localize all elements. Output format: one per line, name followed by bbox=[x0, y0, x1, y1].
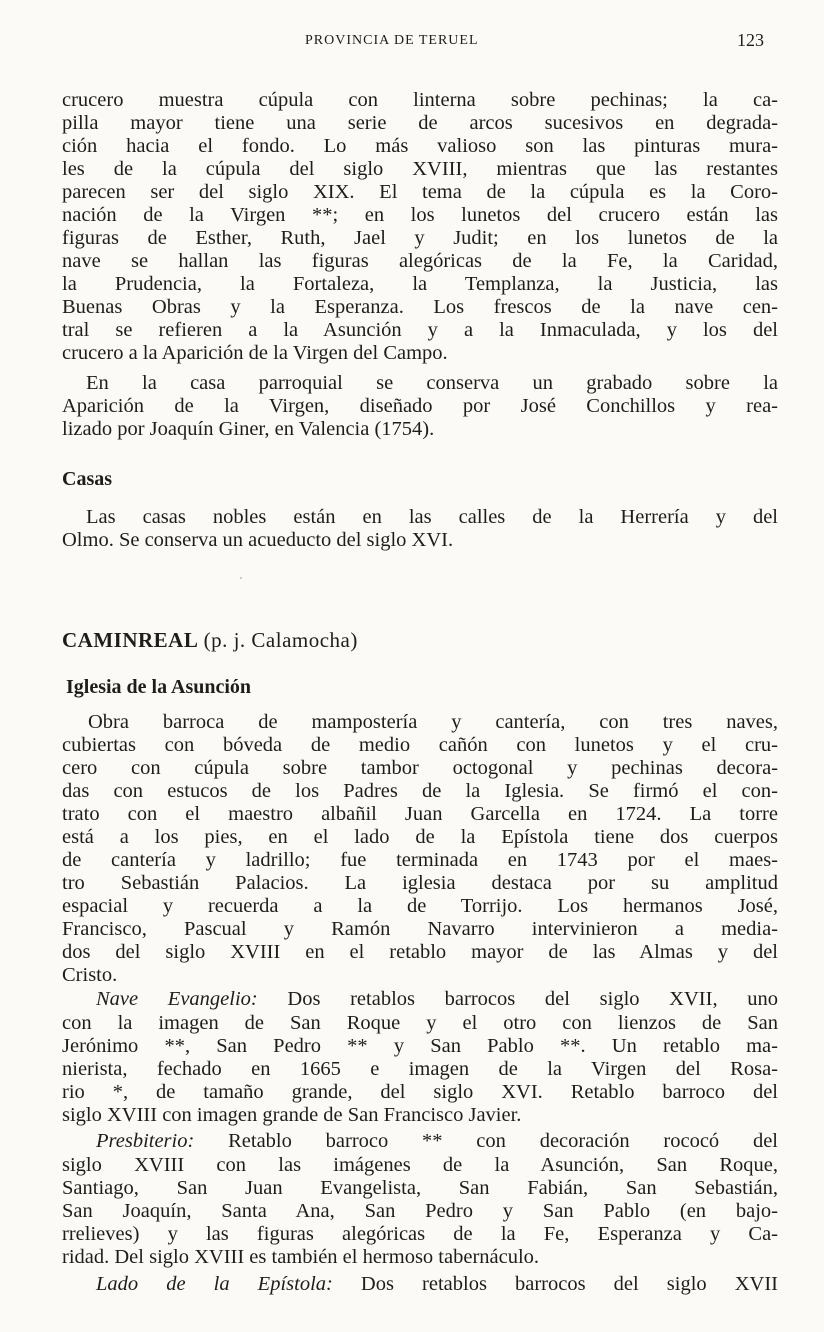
text-line: nierista, fechado en 1665 e imagen de la Virgen del Rosa- bbox=[62, 1058, 778, 1080]
text-line: nave se hallan las figuras alegóricas de la Fe, la Caridad, bbox=[62, 250, 778, 272]
text-line: Olmo. Se conserva un acueducto del siglo XVI. bbox=[62, 529, 454, 551]
text-line: Las casas nobles están en las calles de la Herrería y del bbox=[86, 506, 778, 528]
text-line: San Joaquín, Santa Ana, San Pedro y San Pablo (en bajo- bbox=[62, 1200, 778, 1222]
text-line: Francisco, Pascual y Ramón Navarro intervinieron a media- bbox=[62, 918, 778, 940]
paper-speck bbox=[240, 577, 242, 579]
text-line: Cristo. bbox=[62, 964, 118, 986]
text-line: figuras de Esther, Ruth, Jael y Judit; en los lunetos de la bbox=[62, 227, 778, 249]
page-number: 123 bbox=[737, 30, 764, 50]
entry-title bbox=[62, 628, 358, 653]
text-line bbox=[96, 987, 778, 1011]
text-fragment: Retablo barroco ** con decoración rococó del bbox=[194, 1130, 778, 1152]
text-line: tral se refieren a la Asunción y a la Inmaculada, y los del bbox=[62, 319, 778, 341]
text-line: Aparición de la Virgen, diseñado por José Conchillos y rea- bbox=[62, 395, 778, 417]
text-line: la Prudencia, la Fortaleza, la Templanza, la Justicia, las bbox=[62, 273, 778, 295]
text-line: das con estucos de los Padres de la Iglesia. Se firmó el con- bbox=[62, 780, 778, 802]
paragraph-label: Presbiterio: bbox=[96, 1130, 195, 1152]
text-line: espacial y recuerda a la de Torrijo. Los hermanos José, bbox=[62, 895, 778, 917]
text-line: crucero a la Aparición de la Virgen del Campo. bbox=[62, 342, 448, 364]
entry-name: CAMINREAL bbox=[62, 628, 199, 652]
text-line: trato con el maestro albañil Juan Garcella en 1724. La torre bbox=[62, 803, 778, 825]
text-fragment: Dos retablos barrocos del siglo XVII, uno bbox=[257, 988, 778, 1010]
text-line: nación de la Virgen **; en los lunetos del crucero están las bbox=[62, 204, 778, 226]
text-line: ridad. Del siglo XVIII es también el hermoso tabernáculo. bbox=[62, 1246, 540, 1268]
text-line: pilla mayor tiene una serie de arcos sucesivos en degrada- bbox=[62, 112, 778, 134]
text-line: siglo XVIII con imagen grande de San Francisco Javier. bbox=[62, 1104, 522, 1126]
text-line: En la casa parroquial se conserva un grabado sobre la bbox=[86, 372, 778, 394]
entry-subtitle: (p. j. Calamocha) bbox=[203, 628, 358, 652]
text-line: con la imagen de San Roque y el otro con lienzos de San bbox=[62, 1012, 778, 1034]
text-line: de cantería y ladrillo; fue terminada en 1743 por el maes- bbox=[62, 849, 778, 871]
text-fragment: Dos retablos barrocos del siglo XVII bbox=[332, 1273, 778, 1295]
text-line bbox=[96, 1272, 778, 1296]
text-line: parecen ser del siglo XIX. El tema de la cúpula es la Coro- bbox=[62, 181, 778, 203]
running-head bbox=[0, 30, 824, 50]
text-line: cero con cúpula sobre tambor octogonal y pechinas decora- bbox=[62, 757, 778, 779]
section-heading-casas: Casas bbox=[62, 468, 113, 490]
text-line: Buenas Obras y la Esperanza. Los frescos de la nave cen- bbox=[62, 296, 778, 318]
text-line: lizado por Joaquín Giner, en Valencia (1754). bbox=[62, 418, 435, 440]
text-line: cubiertas con bóveda de medio cañón con lunetos y el cru- bbox=[62, 734, 778, 756]
text-line bbox=[96, 1129, 778, 1153]
text-line: Jerónimo **, San Pedro ** y San Pablo **. Un retablo ma- bbox=[62, 1035, 778, 1057]
text-line: ción hacia el fondo. Lo más valioso son las pinturas mura- bbox=[62, 135, 778, 157]
text-line: tro Sebastián Palacios. La iglesia destaca por su amplitud bbox=[62, 872, 778, 894]
text-line: Obra barroca de mampostería y cantería, con tres naves, bbox=[88, 711, 778, 733]
paragraph-label: Lado de la Epístola: bbox=[96, 1273, 333, 1295]
text-line: está a los pies, en el lado de la Epístola tiene dos cuerpos bbox=[62, 826, 778, 848]
text-line: rio *, de tamaño grande, del siglo XVI. Retablo barroco del bbox=[62, 1081, 778, 1103]
text-line: Santiago, San Juan Evangelista, San Fabián, San Sebastián, bbox=[62, 1177, 778, 1199]
section-heading-iglesia: Iglesia de la Asunción bbox=[66, 676, 252, 698]
text-line: siglo XVIII con las imágenes de la Asunción, San Roque, bbox=[62, 1154, 778, 1176]
text-line: dos del siglo XVIII en el retablo mayor de las Almas y del bbox=[62, 941, 778, 963]
text-line: crucero muestra cúpula con linterna sobre pechinas; la ca- bbox=[62, 89, 778, 111]
text-line: rrelieves) y las figuras alegóricas de la Fe, Esperanza y Ca- bbox=[62, 1223, 778, 1245]
paragraph-label: Nave Evangelio: bbox=[96, 988, 258, 1010]
text-line: les de la cúpula del siglo XVIII, mientras que las restantes bbox=[62, 158, 778, 180]
running-title: PROVINCIA DE TERUEL bbox=[305, 33, 479, 48]
